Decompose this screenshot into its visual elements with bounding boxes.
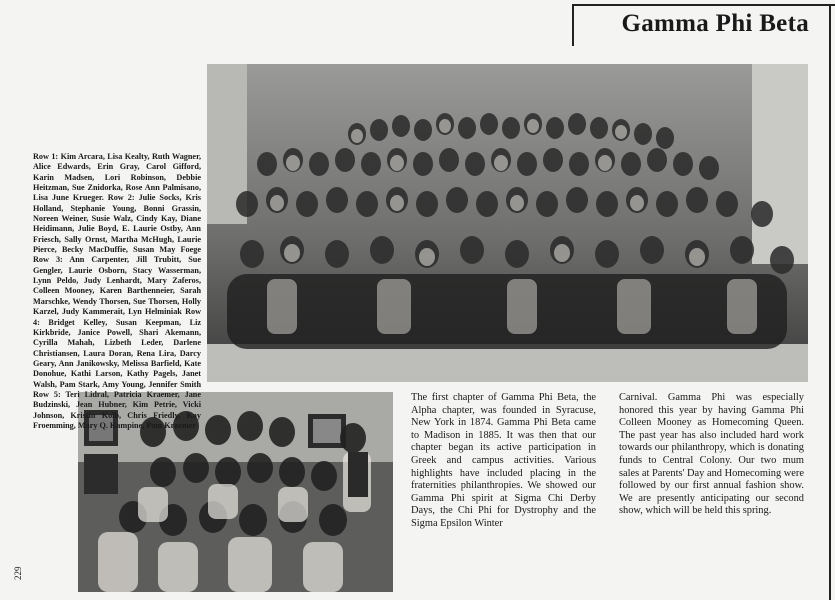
page-number: 229 [13,566,23,580]
names-caption: Row 1: Kim Arcara, Lisa Kealty, Ruth Wagner, Alice Edwards, Erin Gray, Carol Gifford, Karin Madsen, Lori Robinson, Debbie Heitzman, Sue Znidorka, Rose Ann Palmisano, Lisa June Krueger. Row 2: Julie Socks, Kris Holland, Stephanie Young, Bonni Grassin, Noreen Weiner, Susie Walz, Cindy Kay, Diane Heidimann, Julie Boyd, E. Laurie Ostby, Ann Friesch, Sally Ornst, Martha McHugh, Laurie Pierce, Becky MacDuffie, Susan May Foege Row 3: Ann Carpenter, Jill Trubitt, Sue Gengler, Laurie Osborn, Stacy Wasserman, Lynn Peldo, Judy Lenhardt, Mary Zaferos, Colleen Mooney, Karen Barthenneier, Sarah Marschke, Wendy Thorsen, Sue Thorsen, Holly Karzel, Judy Kammerait, Lyn Helminiak Row 4: Bridget Kelley, Susan Keepman, Liz Kirkbride, Janice Powell, Shari Akemann, Cyrilla Mahah, Lizbeth Leder, Darlene Christiansen, Laura Doran, Rena Lira, Darcy Geary, Ann Janikowsky, Melissa Barfield, Kate Donohue, Kathi Larson, Kathy Pagels, Janet Walsh, Pam Stark, Amy Young, Jennifer Smith Row 5: Teri Lidral, Patricia Kraemer, Jane Budzinski, Jean Hubner, Kim Petrie, Vicki Johnson, Kristin Kolb, Chris Friedly, Kay Froemming, Mary Q. Kampine, Pam Kraemer [33,152,201,430]
group-photo-main [207,64,808,382]
page-edge-rule [829,4,831,600]
page-title: Gamma Phi Beta [621,10,809,37]
body-text-column-2: Carnival. Gamma Phi was especially honored this year by having Gamma Phi Colleen Mooney as Homecoming Queen. The past year has also included hard work towards our philanthropy, which is donating funds to Central Colony. Our two mum sales at Parents' Day and Homecoming were followed by our first annual fashion show. We are presently anticipating our second show, which will be held this spring. [619,392,804,517]
body-text-column-1: The first chapter of Gamma Phi Beta, the Alpha chapter, was founded in Syracuse, New York in 1874. Gamma Phi Beta came to Madison in 1885. It was then that our chapter began its active participation in Greek and campus activities. Various highlights have included placing in the fraternities philanthropies. We showed our Gamma Phi spirit at Sigma Chi Derby Days, the Chi Phi for Dystrophy and the Sigma Epsilon Winter [411,392,596,529]
